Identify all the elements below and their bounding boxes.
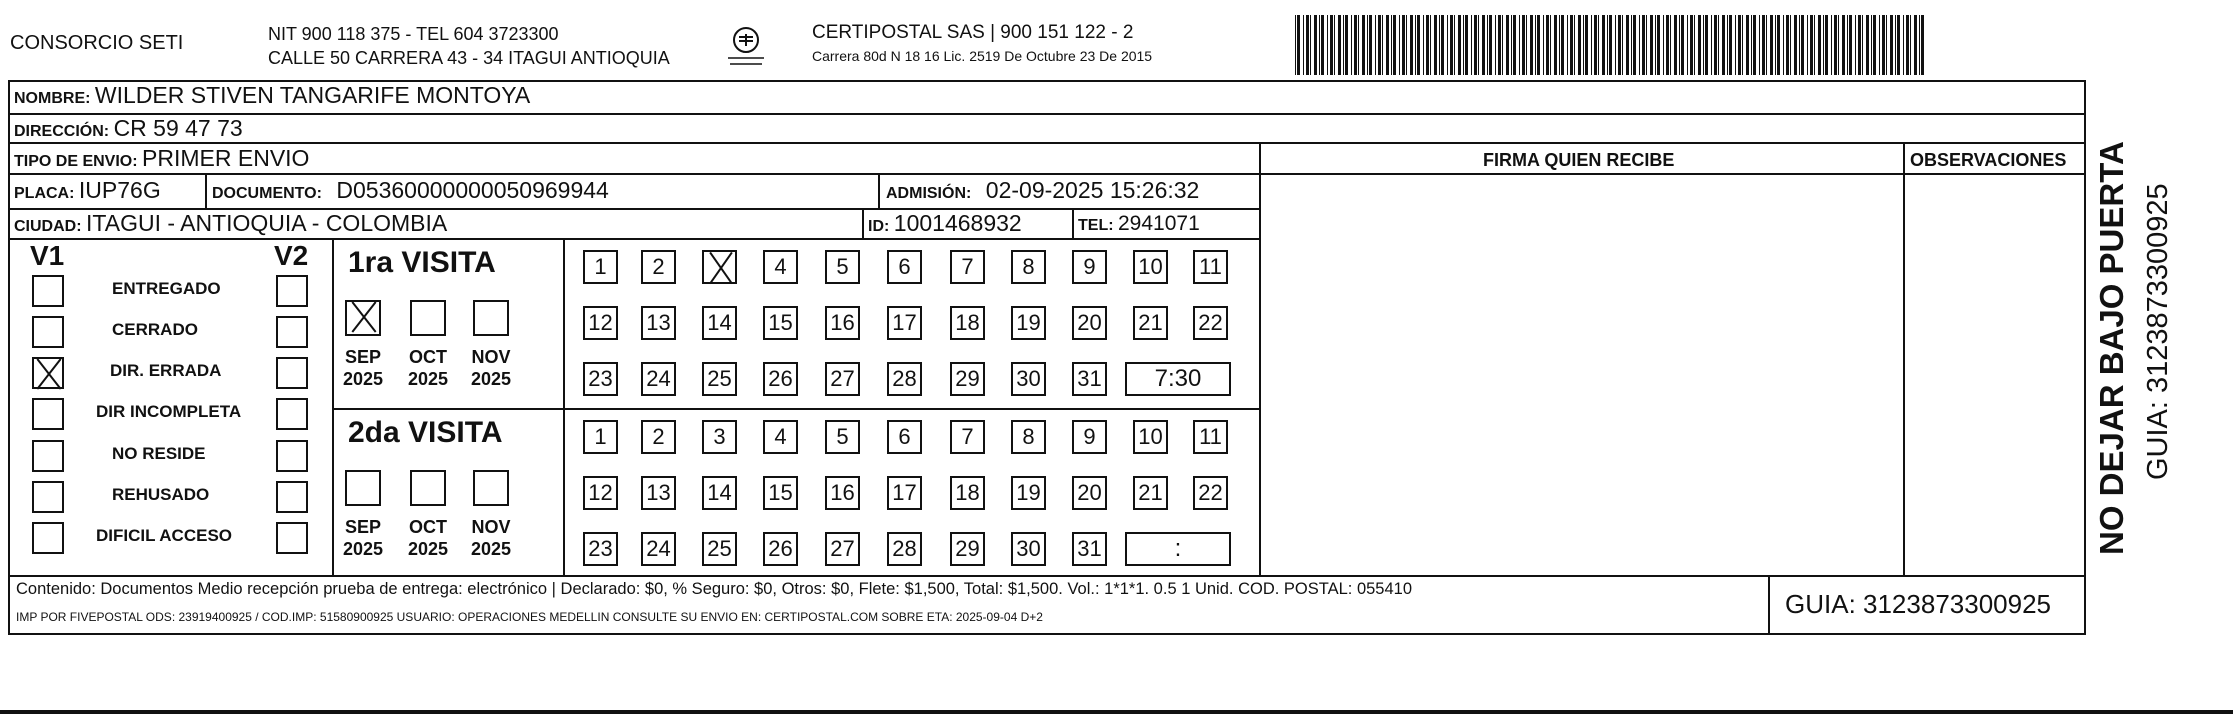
month-checkbox[interactable] xyxy=(345,300,381,336)
signature-header: FIRMA QUIEN RECIBE xyxy=(1483,150,1675,170)
recipient-name: WILDER STIVEN TANGARIFE MONTOYA xyxy=(94,82,531,108)
v1-checkbox[interactable] xyxy=(32,357,64,389)
day-box[interactable]: 31 xyxy=(1072,532,1107,566)
day-box[interactable]: 7 xyxy=(950,250,985,284)
id-label: ID: xyxy=(868,218,890,235)
v1-checkbox[interactable] xyxy=(32,316,64,348)
shipment-type-label: TIPO DE ENVIO: xyxy=(14,153,138,170)
time-box[interactable]: : xyxy=(1125,532,1231,566)
id-value: 1001468932 xyxy=(893,210,1022,236)
v1-checkbox[interactable] xyxy=(32,481,64,513)
day-box[interactable]: 28 xyxy=(887,532,922,566)
day-box[interactable]: 17 xyxy=(887,306,922,340)
month-label: NOV 2025 xyxy=(470,517,512,559)
name-label: NOMBRE: xyxy=(14,90,91,107)
day-box[interactable]: 9 xyxy=(1072,420,1107,454)
v2-checkbox[interactable] xyxy=(276,275,308,307)
day-box[interactable]: 16 xyxy=(825,306,860,340)
day-box[interactable]: 21 xyxy=(1133,476,1168,510)
status-label: NO RESIDE xyxy=(112,444,206,463)
side-guide: GUIA: 3123873300925 xyxy=(2142,183,2174,480)
observations-header: OBSERVACIONES xyxy=(1910,150,2067,170)
day-box[interactable]: 31 xyxy=(1072,362,1107,396)
day-box[interactable]: 15 xyxy=(763,306,798,340)
day-box[interactable]: 26 xyxy=(763,362,798,396)
day-box[interactable]: 1 xyxy=(583,420,618,454)
day-box[interactable]: 4 xyxy=(763,250,798,284)
admission-value: 02-09-2025 15:26:32 xyxy=(985,177,1200,203)
day-box[interactable]: 5 xyxy=(825,420,860,454)
v2-checkbox[interactable] xyxy=(276,522,308,554)
day-box[interactable]: 3 xyxy=(702,420,737,454)
month-checkbox[interactable] xyxy=(410,470,446,506)
tel-cell xyxy=(1078,212,1200,236)
day-box[interactable]: 27 xyxy=(825,362,860,396)
day-box[interactable]: 10 xyxy=(1133,420,1168,454)
day-box[interactable]: 19 xyxy=(1011,476,1046,510)
month-label: OCT 2025 xyxy=(407,347,449,389)
day-box[interactable]: 14 xyxy=(702,476,737,510)
v1-header: V1 xyxy=(30,240,65,271)
status-label: REHUSADO xyxy=(112,485,210,504)
day-box[interactable]: 4 xyxy=(763,420,798,454)
day-box[interactable]: 10 xyxy=(1133,250,1168,284)
v2-checkbox[interactable] xyxy=(276,316,308,348)
shipment-type: PRIMER ENVIO xyxy=(142,145,310,171)
v1-checkbox[interactable] xyxy=(32,398,64,430)
day-box[interactable]: 23 xyxy=(583,532,618,566)
status-label: CERRADO xyxy=(112,320,198,339)
document-value: D05360000000050969944 xyxy=(336,177,609,203)
contents-line: Contenido: Documentos Medio recepción prueba de entrega: electrónico | Declarado: $0, % Seguro: $0, Otros: $0, Flete: $1,500, Total: $1,500. Vol.: 1*1*1. 0.5 1 Unid. COD. POSTAL: 055410 xyxy=(16,580,1413,598)
month-checkbox[interactable] xyxy=(345,470,381,506)
city-cell xyxy=(14,210,447,237)
day-box[interactable]: 11 xyxy=(1193,250,1228,284)
v2-checkbox[interactable] xyxy=(276,357,308,389)
day-box[interactable]: 17 xyxy=(887,476,922,510)
month-label: SEP 2025 xyxy=(342,517,384,559)
status-label: DIFICIL ACCESO xyxy=(96,526,233,545)
day-box[interactable]: 18 xyxy=(950,476,985,510)
v1-checkbox[interactable] xyxy=(32,275,64,307)
day-box[interactable]: 12 xyxy=(583,476,618,510)
day-box[interactable]: 1 xyxy=(583,250,618,284)
document-label: DOCUMENTO: xyxy=(212,185,322,202)
side-warning: NO DEJAR BAJO PUERTA xyxy=(2093,141,2130,555)
day-box[interactable]: 20 xyxy=(1072,476,1107,510)
day-box[interactable]: 22 xyxy=(1193,306,1228,340)
day-box[interactable]: 24 xyxy=(641,362,676,396)
day-box[interactable]: 22 xyxy=(1193,476,1228,510)
day-box[interactable]: 5 xyxy=(825,250,860,284)
recipient-address: CR 59 47 73 xyxy=(113,115,243,141)
tel-value: 2941071 xyxy=(1118,212,1200,235)
status-label: DIR. ERRADA xyxy=(110,361,222,380)
v2-checkbox[interactable] xyxy=(276,481,308,513)
day-box[interactable]: 11 xyxy=(1193,420,1228,454)
day-box[interactable]: 28 xyxy=(887,362,922,396)
document-cell xyxy=(212,177,609,204)
v1-checkbox[interactable] xyxy=(32,522,64,554)
month-checkbox[interactable] xyxy=(410,300,446,336)
delivery-form xyxy=(8,80,2086,635)
address-label: DIRECCIÓN: xyxy=(14,123,110,140)
day-box[interactable]: 8 xyxy=(1011,250,1046,284)
v2-checkbox[interactable] xyxy=(276,398,308,430)
address-row xyxy=(14,115,243,142)
city-value: ITAGUI - ANTIOQUIA - COLOMBIA xyxy=(86,210,448,236)
shipment-type-row xyxy=(14,145,309,172)
plate-value: IUP76G xyxy=(78,177,161,203)
day-box[interactable]: 30 xyxy=(1011,362,1046,396)
day-box[interactable]: 21 xyxy=(1133,306,1168,340)
day-box[interactable]: 2 xyxy=(641,250,676,284)
month-label: OCT 2025 xyxy=(407,517,449,559)
day-box[interactable]: 29 xyxy=(950,362,985,396)
visit-title: 1ra VISITA xyxy=(348,246,496,279)
carrier-name: CERTIPOSTAL SAS | 900 151 122 - 2 xyxy=(812,22,1134,43)
plate-cell xyxy=(14,177,161,204)
v1-checkbox[interactable] xyxy=(32,440,64,472)
day-box[interactable]: 30 xyxy=(1011,532,1046,566)
carrier-address: Carrera 80d N 18 16 Lic. 2519 De Octubre 23 De 2015 xyxy=(812,48,1153,64)
day-box[interactable]: 15 xyxy=(763,476,798,510)
day-box[interactable]: 23 xyxy=(583,362,618,396)
id-cell xyxy=(868,210,1022,237)
status-label: ENTREGADO xyxy=(112,279,221,298)
day-box[interactable]: 19 xyxy=(1011,306,1046,340)
admission-cell xyxy=(886,177,1199,204)
day-box[interactable]: 7 xyxy=(950,420,985,454)
day-box[interactable]: 6 xyxy=(887,250,922,284)
v2-checkbox[interactable] xyxy=(276,440,308,472)
plate-label: PLACA: xyxy=(14,185,75,202)
month-label: SEP 2025 xyxy=(342,347,384,389)
company-info xyxy=(268,22,670,70)
visit-title: 2da VISITA xyxy=(348,416,503,449)
month-checkbox[interactable] xyxy=(473,300,509,336)
day-box[interactable]: 20 xyxy=(1072,306,1107,340)
day-box[interactable] xyxy=(702,250,737,284)
day-box[interactable]: 2 xyxy=(641,420,676,454)
tel-label: TEL: xyxy=(1078,217,1114,234)
city-label: CIUDAD: xyxy=(14,218,82,235)
day-box[interactable]: 29 xyxy=(950,532,985,566)
day-box[interactable]: 18 xyxy=(950,306,985,340)
v2-header: V2 xyxy=(274,240,309,271)
day-box[interactable]: 14 xyxy=(702,306,737,340)
day-box[interactable]: 13 xyxy=(641,476,676,510)
day-box[interactable]: 25 xyxy=(702,532,737,566)
day-box[interactable]: 16 xyxy=(825,476,860,510)
day-box[interactable]: 25 xyxy=(702,362,737,396)
admission-label: ADMISIÓN: xyxy=(886,185,972,202)
month-checkbox[interactable] xyxy=(473,470,509,506)
company-address-line: CALLE 50 CARRERA 43 - 34 ITAGUI ANTIOQUIA xyxy=(268,48,670,68)
status-label: DIR INCOMPLETA xyxy=(96,402,242,421)
certipostal-logo-icon xyxy=(722,22,770,70)
name-row xyxy=(14,82,530,109)
day-box[interactable]: 26 xyxy=(763,532,798,566)
company-name: CONSORCIO SETI xyxy=(10,32,184,54)
day-box[interactable]: 27 xyxy=(825,532,860,566)
month-label: NOV 2025 xyxy=(470,347,512,389)
barcode-icon xyxy=(1295,15,1929,75)
day-box[interactable]: 6 xyxy=(887,420,922,454)
day-box[interactable]: 13 xyxy=(641,306,676,340)
day-box[interactable]: 12 xyxy=(583,306,618,340)
time-box[interactable]: 7:30 xyxy=(1125,362,1231,396)
imp-line: IMP POR FIVEPOSTAL ODS: 23919400925 / COD.IMP: 51580900925 USUARIO: OPERACIONES MEDELLIN CONSULTE SU ENVIO EN: CERTIPOSTAL.COM SOBRE ETA: 2025-09-04 D+2 xyxy=(16,610,1043,624)
day-box[interactable]: 24 xyxy=(641,532,676,566)
day-box[interactable]: 8 xyxy=(1011,420,1046,454)
company-nit-line: NIT 900 118 375 - TEL 604 3723300 xyxy=(268,24,559,44)
footer-guide: GUIA: 3123873300925 xyxy=(1785,589,2051,619)
day-box[interactable]: 9 xyxy=(1072,250,1107,284)
